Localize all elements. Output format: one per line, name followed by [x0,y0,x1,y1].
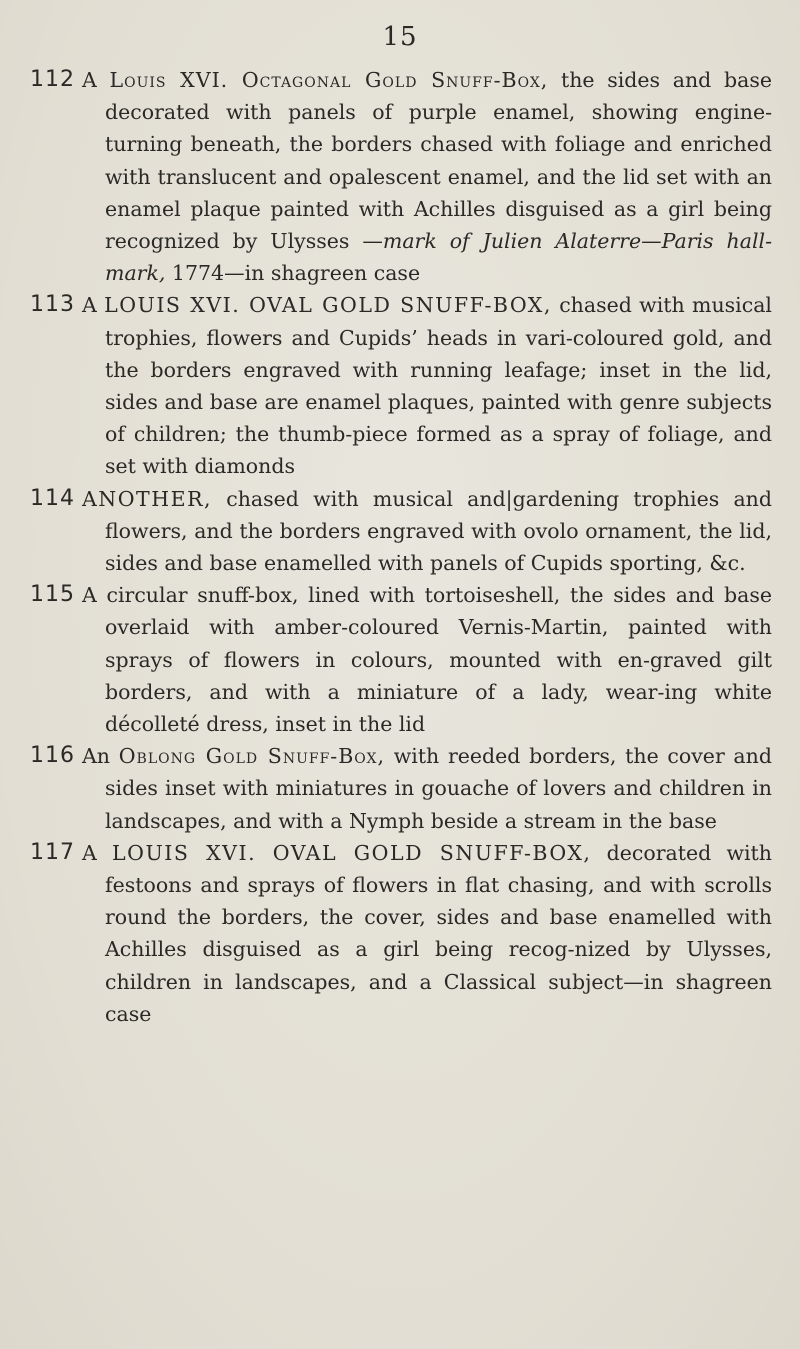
lot-lead: An [82,744,111,769]
lot-title: LOUIS XVI. OVAL GOLD SNUFF-BOX, [112,840,592,865]
lot-lead: A [82,840,97,865]
lot-title: ANOTHER, [82,486,213,511]
lot-number: 114 [30,485,75,511]
lot-title: Louis XVI. Octagonal Gold Snuff-Box, [109,68,549,92]
lot-text: the sides and base decorated with panels of purple enamel, showing engine-turning beneath, the borders chased with foliage and enriched with translucent and opalescent enamel, and the lid set with an enamel plaque painted with Achilles disguised as a girl being recognized by Ulysses — [105,68,772,254]
lot-lead: A [82,68,97,92]
lot-114 [0,483,800,580]
lot-number: 116 [30,743,75,769]
lot-115 [0,579,800,740]
lot-text: A circular snuff-box, lined with tortoiseshell, the sides and base overlaid with amber-coloured Vernis-Martin, painted with sprays of flowers in colours, mounted with en-graved gilt borders, and with a miniature of a lady, wear-ing white décolleté dress, inset in the lid [82,583,772,737]
lot-116 [0,740,800,837]
lot-number: 112 [30,67,75,92]
lot-description [82,64,772,289]
lot-text: decorated with festoons and sprays of flowers in flat chasing, and with scrolls round the borders, the cover, sides and base enamelled with Achilles disguised as a girl being recog-nized by Ulysses, children in landscapes, and a Classical subject—in shagreen case [105,840,772,1026]
lot-117 [0,837,800,1030]
lot-number: 117 [30,839,75,865]
lot-title: Oblong Gold Snuff-Box, [118,744,386,769]
lot-lead: A [82,293,97,318]
lot-text: chased with musical trophies, flowers and Cupids’ heads in vari-coloured gold, and the borders engraved with running leafage; inset in the lid, sides and base are enamel plaques, painted with genre subjects of children; the thumb-piece formed as a spray of foliage, and set with diamonds [105,293,772,479]
lot-text-end: 1774—in shagreen case [165,261,421,286]
lot-description [82,483,772,580]
page-number: 15 [382,22,418,52]
lot-description [82,740,772,837]
lot-112 [0,64,800,289]
lot-title: LOUIS XVI. OVAL GOLD SNUFF-BOX, [104,293,552,318]
lot-list [0,64,800,1030]
lot-description [82,289,772,482]
lot-number: 113 [30,292,75,318]
lot-marks: mark of Julien Alaterre—Paris hall-mark, [105,229,772,286]
lot-description [82,837,772,1030]
lot-text: chased with musical and|gardening trophies and flowers, and the borders engraved with ovolo ornament, the lid, sides and base enamelled with panels of Cupids sporting, &c. [105,486,772,576]
lot-113 [0,289,800,482]
lot-number: 115 [30,582,75,608]
lot-text: with reeded borders, the cover and sides inset with miniatures in gouache of lovers and children in landscapes, and with a Nymph beside a stream in the base [105,744,772,833]
lot-description [82,579,772,740]
